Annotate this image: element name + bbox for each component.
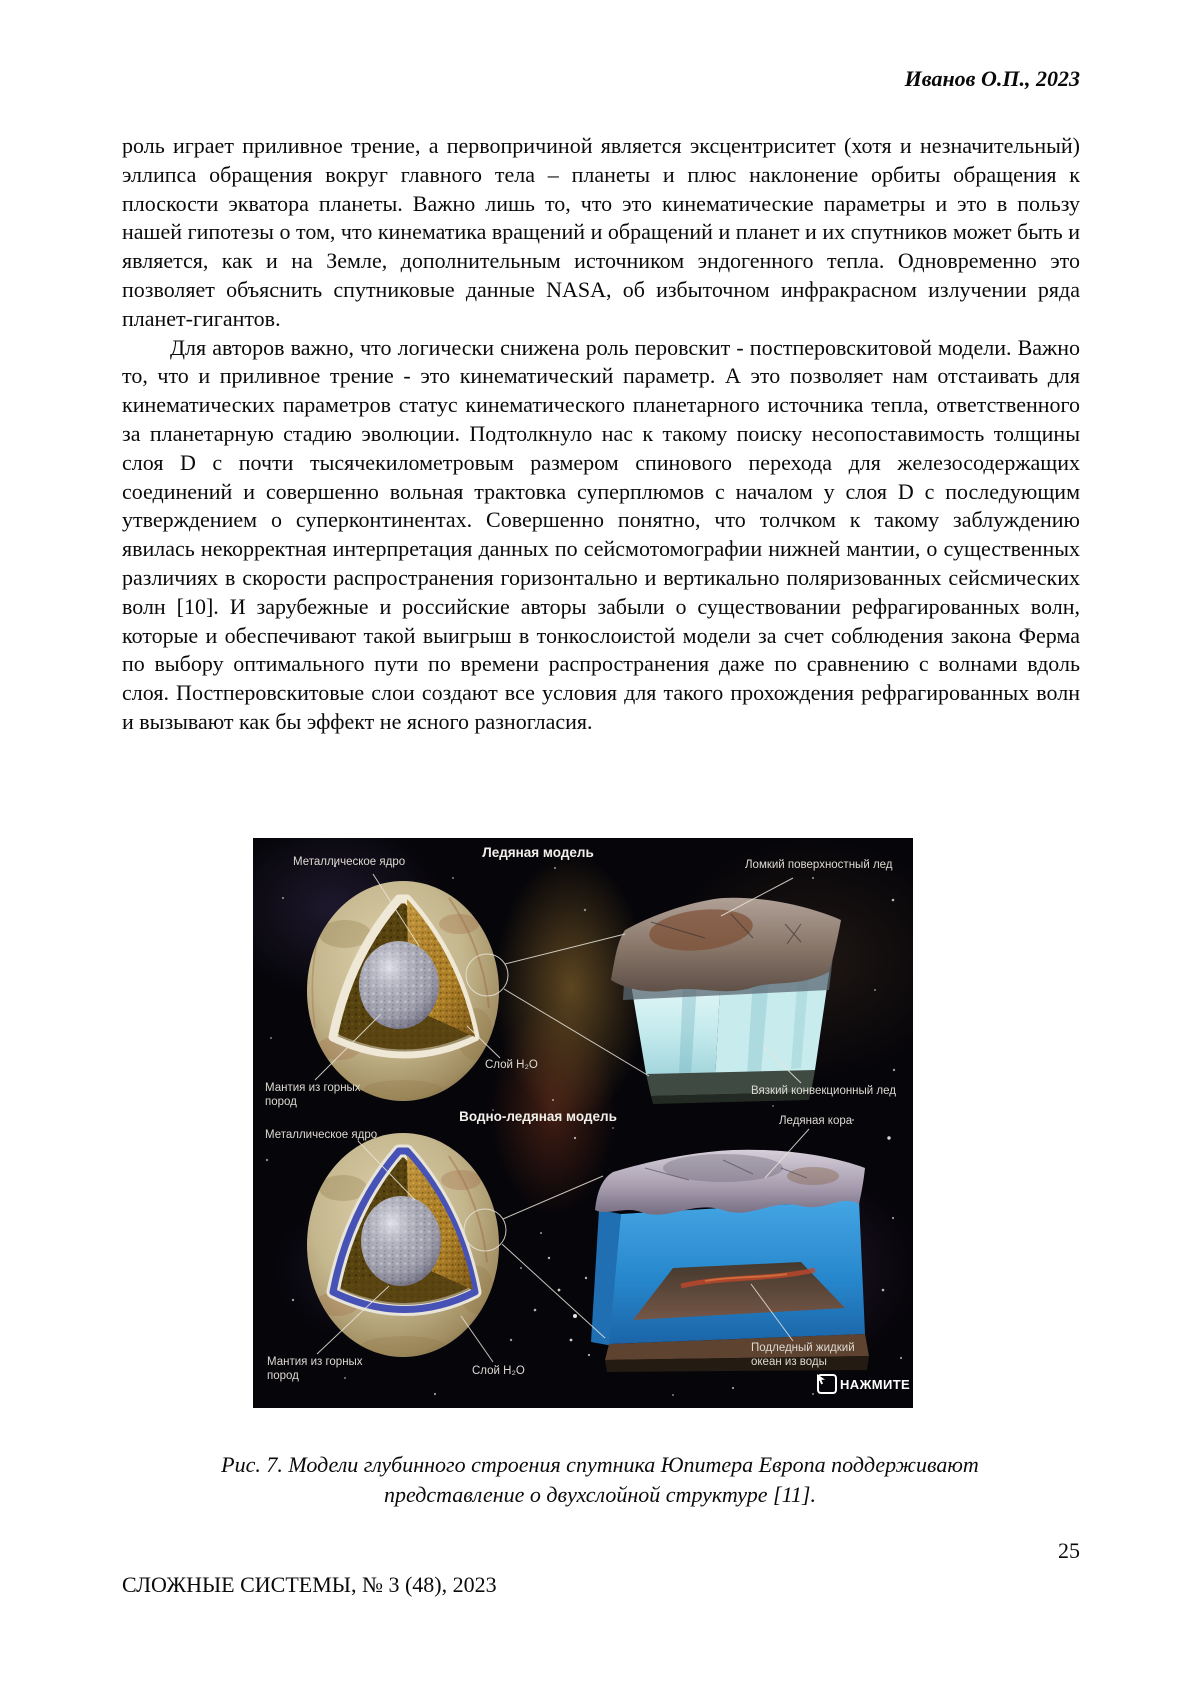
label-subglacial-ocean: Подледный жидкий океан из воды: [751, 1342, 855, 1369]
europa-cutaway-ice-model: [307, 881, 499, 1101]
figure-europa-models: [253, 838, 913, 1408]
label-rock-mantle-top: Мантия из горных пород: [265, 1082, 361, 1109]
paragraph-1: роль играет приливное трение, а первопричиной является эксцентриситет (хотя и незначительный) эллипса обращения вокруг главного тела – планеты и плюс наклонение орбиты обращения к плоскости экватора планеты. Важно лишь то, что это кинематические параметры и это в пользу нашей гипотезы о том, что кинематика вращений и обращений и планет и их спутников может быть и является, как и на Земле, дополнительным источником эндогенного тепла. Одновременно это позволяет объяснить спутниковые данные NASA, об избыточном инфракрасном излучении ряда планет-гигантов.: [122, 133, 1080, 331]
figure-title-ice-model: Ледяная модель: [482, 845, 594, 860]
label-viscous-convective-ice: Вязкий конвекционный лед: [751, 1085, 896, 1097]
figure-caption: Рис. 7. Модели глубинного строения спутника Юпитера Европа поддерживают представление о двухслойной структуре [11].: [221, 1452, 979, 1507]
page-header-author: Иванов О.П., 2023: [904, 66, 1080, 91]
label-brittle-surface-ice: Ломкий поверхностный лед: [745, 859, 893, 871]
label-ice-crust: Ледяная кора: [779, 1115, 853, 1127]
water-block-water-ice-model: [591, 1150, 869, 1372]
label-metallic-core-top: Металлическое ядро: [293, 856, 406, 868]
click-button-label: НАЖМИТЕ: [840, 1376, 911, 1392]
page-number: 25: [1058, 1538, 1080, 1563]
label-metallic-core-bottom: Металлическое ядро: [265, 1129, 378, 1141]
click-cursor-icon: [817, 1374, 837, 1394]
click-here-button[interactable]: [817, 1374, 910, 1394]
label-h2o-layer-bottom: Слой H₂O: [472, 1365, 525, 1377]
ice-block-ice-model: [611, 898, 841, 1104]
article-body: [122, 132, 1080, 737]
label-h2o-layer-top: Слой H₂O: [485, 1059, 538, 1071]
journal-footer: СЛОЖНЫЕ СИСТЕМЫ, № 3 (48), 2023: [122, 1572, 497, 1597]
paragraph-2: Для авторов важно, что логически снижена роль перовскит - постперовскитовой модели. Важно то, что и приливное трение - это кинематический параметр. А это позволяет нам отстаивать для кинематических параметров статус кинематического планетарного источника тепла, ответственного за планетарную стадию эволюции. Подтолкнуло нас к такому поиску несопоставимость толщины слоя D с почти тысячекилометровым размером спинового перехода для железосодержащих соединений и совершенно вольная трактовка суперплюмов с началом у слоя D с последующим утверждением о суперконтинентах. Совершенно понятно, что толчком к такому заблуждению явилась некорректная интерпретация данных по сейсмотомографии нижней мантии, о существенных различиях в скорости распространения горизонтально и вертикально поляризованных сейсмических волн [10]. И зарубежные и российские авторы забыли о существовании рефрагированных волн, которые и обеспечивают такой выигрыш в тонкослоистой модели за счет соблюдения закона Ферма по выбору оптимального пути по времени распространения даже по сравнению с волнами вдоль слоя. Постперовскитовые слои создают все условия для такого прохождения рефрагированных волн и вызывают как бы эффект не ясного разногласия.: [122, 334, 1080, 734]
figure-title-water-ice-model: Водно-ледяная модель: [459, 1109, 617, 1124]
label-rock-mantle-bottom: Мантия из горных пород: [267, 1356, 363, 1383]
